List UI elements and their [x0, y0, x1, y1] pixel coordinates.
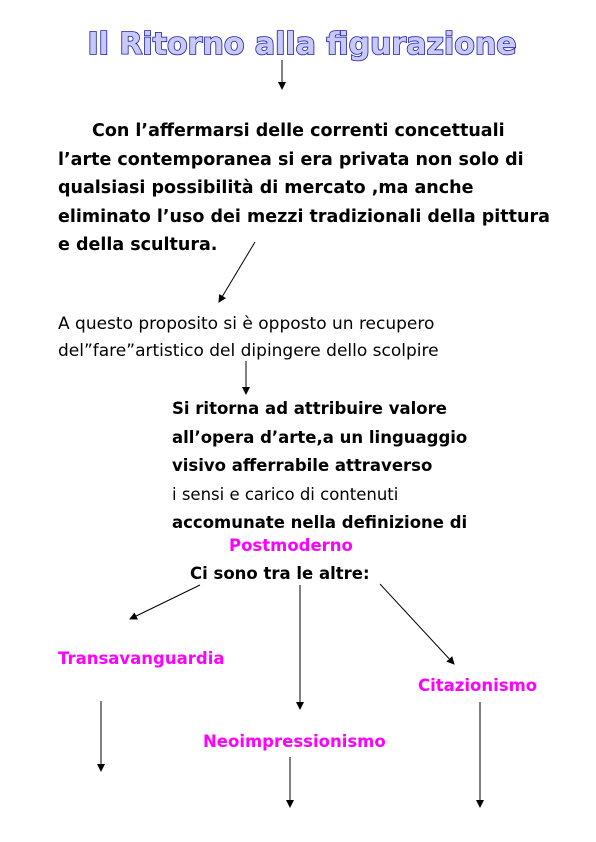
intro-line-5: e della scultura.	[58, 235, 218, 255]
intro-line-2: l’arte contemporanea si era privata non solo di	[58, 149, 524, 170]
return-line-5: accomunate nella definizione di	[172, 513, 468, 532]
arrow-to-citazionismo	[380, 584, 454, 664]
page-title: Il Ritorno alla figurazione	[87, 27, 517, 62]
recovery-paragraph	[58, 311, 558, 365]
postmoderno-label: Postmoderno	[229, 536, 353, 555]
return-line-1: Si ritorna ad attribuire valore	[172, 399, 447, 418]
arrow-to-transavanguardia	[130, 585, 200, 619]
intro-paragraph	[58, 117, 558, 260]
return-paragraph	[172, 395, 572, 538]
neoimpressionismo-label: Neoimpressionismo	[203, 732, 386, 751]
return-line-3: visivo afferrabile attraverso	[172, 456, 433, 475]
transavanguardia-label: Transavanguardia	[58, 649, 225, 668]
intro-line-4: eliminato l’uso dei mezzi tradizionali della pittura	[58, 206, 550, 227]
recovery-line-1: A questo proposito si è opposto un recupero	[58, 314, 435, 334]
return-line-2: all’opera d’arte,a un linguaggio	[172, 427, 468, 447]
intro-line-1: Con l’affermarsi delle correnti concettuali	[92, 121, 505, 141]
return-line-4: i sensi e carico di contenuti	[172, 484, 399, 504]
intro-line-3: qualsiasi possibilità di mercato ,ma anche	[58, 178, 474, 198]
citazionismo-label: Citazionismo	[418, 676, 538, 695]
ci-sono-label: Ci sono tra le altre:	[190, 564, 370, 583]
recovery-line-2: del”fare”artistico del dipingere dello scolpire	[58, 341, 439, 361]
